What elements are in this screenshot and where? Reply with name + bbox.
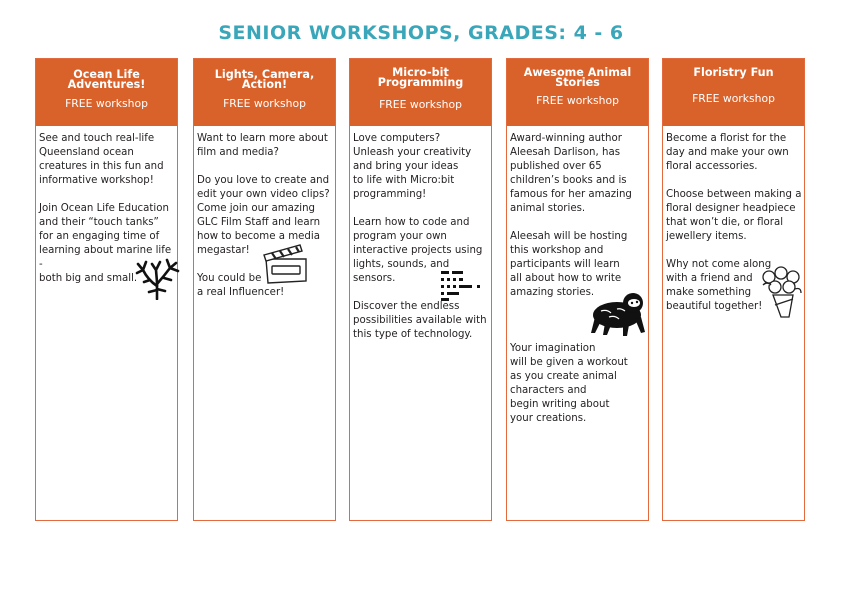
card-title: Floristry Fun xyxy=(693,66,774,79)
card-subtitle: FREE workshop xyxy=(223,97,306,110)
card-subtitle: FREE workshop xyxy=(379,98,462,111)
card-title: Micro-bit Programming xyxy=(377,66,464,89)
card-title: Ocean Life Adventures! xyxy=(67,68,146,91)
card-header xyxy=(507,59,648,126)
code-icon xyxy=(441,271,483,303)
card-description: Award-winning author Aleesah Darlison, has published over 65 children’s books and is famous for her amazing animal stories. Aleesah will be hosting this workshop and participants will learn all about how to write amazing stories. Your imagination will be given a workout as you create animal characters and begin writing about your creations. xyxy=(510,133,632,424)
card-subtitle: FREE workshop xyxy=(65,97,148,110)
bouquet-icon xyxy=(759,265,805,319)
workshop-card-animal-stories xyxy=(506,58,649,521)
card-description: Want to learn more about film and media? Do you love to create and edit your own video clips? Come join our amazing GLC Film Staff and learn how to become a media megastar! You could be a real Influencer! xyxy=(197,133,330,298)
card-title: Lights, Camera, Action! xyxy=(214,68,315,91)
workshop-card-ocean-life xyxy=(35,58,178,521)
card-header xyxy=(36,59,177,126)
card-description: Become a florist for the day and make your own floral accessories. Choose between making a floral designer headpiece that won’t die, or floral jewellery items. Why not come along with a friend and make something beautiful together! xyxy=(666,133,802,312)
workshop-card-floristry xyxy=(662,58,805,521)
card-header xyxy=(663,59,804,126)
card-description: Love computers? Unleash your creativity and bring your ideas to life with Micro:bit programming! Learn how to code and program your own interactive projects using lights, sounds, and sensors. Discover the endless possibilities available with this type of technology. xyxy=(353,133,487,340)
workshop-card-lights-camera xyxy=(193,58,336,521)
card-header xyxy=(350,59,491,126)
sloth-icon xyxy=(589,289,649,337)
workshop-card-microbit xyxy=(349,58,492,521)
card-header xyxy=(194,59,335,126)
card-description: See and touch real-life Queensland ocean creatures in this fun and informative workshop! Join Ocean Life Education and their “touch tanks” for an engaging time of learning about marine life - both big and small. xyxy=(39,133,172,284)
card-title: Awesome Animal Stories xyxy=(523,66,632,89)
page-title: SENIOR WORKSHOPS, GRADES: 4 - 6 xyxy=(218,22,624,44)
clapperboard-icon xyxy=(260,243,310,285)
card-subtitle: FREE workshop xyxy=(692,92,775,105)
card-subtitle: FREE workshop xyxy=(536,94,619,107)
coral-icon xyxy=(134,256,180,300)
